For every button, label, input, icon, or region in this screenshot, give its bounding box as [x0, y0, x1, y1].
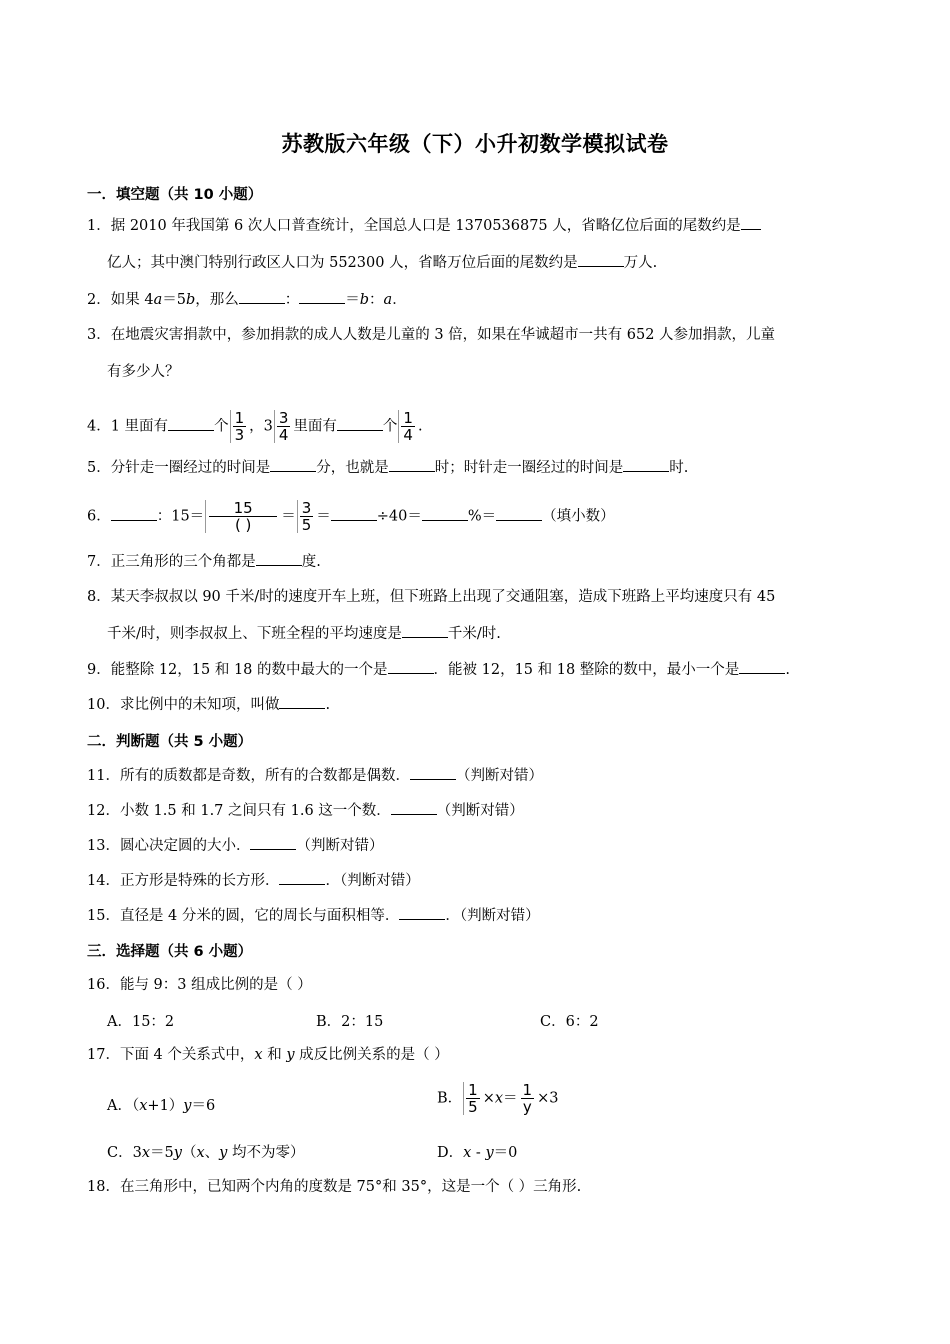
q1-text-2: 亿人；其中澳门特别行政区人口为 552300 人，省略万位后面的尾数约是: [107, 255, 578, 271]
q6-blank-3: [422, 506, 468, 521]
q6-equals-2: ＝: [316, 508, 331, 525]
q2-var-a-2: a: [383, 292, 393, 308]
q17d-y: y: [485, 1145, 494, 1161]
q7-blank: [256, 551, 302, 566]
q10-period: .: [325, 697, 331, 713]
q17b-times-3: ×3: [537, 1090, 559, 1107]
q12-hint: （判断对错）: [436, 803, 524, 819]
q17a-y: y: [183, 1098, 192, 1114]
q17d-equals: ＝0: [493, 1145, 518, 1161]
q17c-part: C．3: [107, 1145, 142, 1161]
q17d-part: D．: [437, 1145, 464, 1161]
q17d-minus: -: [471, 1145, 486, 1161]
q4-text-5: 个: [382, 418, 398, 435]
q6-text-4: %＝: [467, 508, 497, 525]
q11-hint: （判断对错）: [455, 768, 543, 784]
q15-hint: ．（判断对错）: [445, 908, 540, 924]
question-9: [87, 659, 790, 680]
frac-den: ( ): [234, 516, 252, 534]
q6-blank-2: [331, 506, 377, 521]
fraction-one-quarter: [398, 410, 417, 443]
q15-blank: [399, 905, 445, 920]
q17b-part: B．: [437, 1090, 463, 1107]
q9-period: .: [785, 662, 790, 678]
q2-text-3: ，那么: [195, 292, 239, 308]
frac-num: 3: [301, 499, 312, 517]
question-18: 18．在三角形中，已知两个内角的度数是 75°和 35°，这是一个（ ）三角形.: [87, 1179, 582, 1195]
q4-text-4: 里面有: [293, 418, 337, 435]
q17c-y: y: [173, 1145, 182, 1161]
q2-equals: ＝: [345, 292, 360, 308]
q12-text: 12．小数 1.5 和 1.7 之间只有 1.6 这一个数．: [87, 803, 391, 819]
q5-text: 5．分针走一圈经过的时间是: [87, 460, 271, 476]
fraction-one-over-y: [519, 1082, 537, 1115]
q13-blank: [250, 835, 296, 850]
q17a-part-2: +1）: [147, 1098, 184, 1114]
frac-num: 1: [468, 1081, 478, 1099]
q11-text: 11．所有的质数都是奇数，所有的合数都是偶数．: [87, 768, 410, 784]
page-title: 苏教版六年级（下）小升初数学模拟试卷: [281, 132, 669, 156]
question-2: [87, 289, 407, 310]
q2-period: ．: [392, 292, 407, 308]
q17c-x-2: x: [196, 1145, 205, 1161]
q6-text-3: ÷40＝: [376, 508, 422, 525]
q13-hint: （判断对错）: [296, 838, 384, 854]
question-8-cont: [107, 623, 501, 644]
q17-text: 17．下面 4 个关系式中，: [87, 1047, 255, 1063]
q17b-equals: ＝: [503, 1090, 518, 1107]
question-6: [87, 500, 615, 533]
q17-text-2: 和: [262, 1047, 287, 1063]
q1-text: 1．据 2010 年我国第 6 次人口普查统计，全国总人口是 1370536875 人，省略亿位后面的尾数约是: [87, 218, 741, 234]
fraction-three-fifths: [297, 500, 316, 533]
q17c-x: x: [141, 1145, 151, 1161]
q17c-y-2: y: [219, 1145, 228, 1161]
q9-text: 9．能整除 12，15 和 18 的数中最大的一个是: [87, 662, 388, 678]
q4-text-3: ，3: [249, 418, 273, 435]
q17c-part-2: ＝5: [150, 1145, 174, 1161]
question-14: [87, 870, 420, 891]
q17c-part-4: 均不为零）: [227, 1145, 305, 1161]
q14-blank: [279, 870, 325, 885]
frac-num: 1: [522, 1081, 533, 1099]
q17a-part-3: ＝6: [191, 1098, 216, 1114]
q15-text: 15．直径是 4 分米的圆，它的周长与面积相等．: [87, 908, 400, 924]
q17-var-y: y: [286, 1047, 295, 1063]
question-8: 8．某天李叔叔以 90 千米/时的速度开车上班，但下班路上出现了交通阻塞，造成下班路上平均速度只有 45: [87, 589, 776, 605]
frac-den: 4: [278, 426, 289, 444]
q10-blank: [279, 694, 325, 709]
frac-den: 3: [234, 426, 245, 444]
q16-option-c: C．6：2: [540, 1014, 599, 1030]
q7-text-2: 度.: [301, 554, 321, 570]
question-16: 16．能与 9：3 组成比例的是（ ）: [87, 977, 312, 993]
fraction-three-quarters: [274, 410, 293, 443]
q12-blank: [391, 800, 437, 815]
question-5: [87, 457, 688, 478]
q17a-x: x: [139, 1098, 148, 1114]
q2-text: 2．如果 4: [87, 292, 154, 308]
q2-text-2: ＝5: [162, 292, 186, 308]
q5-blank-3: [623, 457, 669, 472]
fraction-one-third: [230, 410, 249, 443]
q9-blank-2: [739, 659, 785, 674]
q17c-sep: 、: [204, 1145, 220, 1161]
q8-text-2: 千米/时，则李叔叔上、下班全程的平均速度是: [107, 626, 402, 642]
q10-text: 10．求比例中的未知项，叫做: [87, 697, 280, 713]
q17-text-3: 成反比例关系的是（ ）: [294, 1047, 449, 1063]
question-7: [87, 551, 321, 572]
q5-text-2: 分，也就是: [316, 460, 389, 476]
q17-var-x: x: [254, 1047, 263, 1063]
question-1: [87, 215, 761, 236]
q4-period: .: [417, 418, 423, 435]
q4-text: 4．1 里面有: [87, 418, 169, 435]
frac-num: 1: [403, 409, 413, 427]
q16-option-a: A．15：2: [107, 1014, 175, 1030]
q2-colon-2: ：: [369, 292, 384, 308]
q17-option-b: [437, 1082, 558, 1115]
frac-num: 3: [278, 409, 289, 427]
q17b-times: ×: [482, 1090, 495, 1107]
q17-option-c: [107, 1141, 304, 1162]
q17-option-d: [437, 1141, 517, 1162]
q17a-part: A．（: [107, 1098, 140, 1114]
question-11: [87, 765, 543, 786]
q6-text-5: （填小数）: [542, 508, 615, 525]
question-1-cont: [107, 252, 657, 273]
q17d-x: x: [463, 1145, 472, 1161]
question-12: [87, 800, 524, 821]
q1-blank-1: [741, 215, 761, 230]
frac-den: y: [522, 1098, 532, 1116]
q6-equals: ＝: [281, 508, 296, 525]
q2-blank-2: [299, 289, 345, 304]
question-4: [87, 410, 423, 443]
q5-text-3: 时；时针走一圈经过的时间是: [434, 460, 624, 476]
q8-blank: [402, 623, 448, 638]
q11-blank: [410, 765, 456, 780]
question-10: [87, 694, 330, 715]
q16-option-b: B．2：15: [316, 1014, 384, 1030]
q2-var-a: a: [153, 292, 163, 308]
q5-blank-1: [270, 457, 316, 472]
fraction-one-fifth: [463, 1082, 482, 1115]
q4-text-2: 个: [214, 418, 229, 435]
question-15: [87, 905, 540, 926]
frac-num: 1: [234, 409, 245, 427]
q13-text: 13．圆心决定圆的大小．: [87, 838, 251, 854]
q6-blank-4: [496, 506, 542, 521]
question-3-cont: 有多少人？: [107, 364, 180, 380]
q5-text-4: 时.: [669, 460, 689, 476]
q6-text: 6．: [87, 508, 111, 525]
section-fill-blank: 一．填空题（共 10 小题）: [87, 187, 263, 203]
section-multiple-choice: 三．选择题（共 6 小题）: [87, 944, 253, 960]
frac-den: 5: [301, 516, 312, 534]
q17c-part-3: （: [181, 1145, 197, 1161]
q2-var-b: b: [185, 292, 196, 308]
q2-blank-1: [239, 289, 285, 304]
q5-blank-2: [389, 457, 435, 472]
q6-blank-1: [111, 506, 157, 521]
q2-var-b-2: b: [359, 292, 370, 308]
frac-den: 5: [468, 1098, 478, 1116]
q4-blank-1: [168, 416, 214, 431]
fraction-15-over-blank: [205, 500, 280, 533]
frac-den: 4: [403, 426, 413, 444]
q9-text-2: ．能被 12，15 和 18 整除的数中，最小一个是: [433, 662, 740, 678]
q7-text: 7．正三角形的三个角都是: [87, 554, 256, 570]
q1-blank-2: [578, 252, 624, 267]
q14-hint: ．（判断对错）: [325, 873, 420, 889]
q2-colon: ：: [284, 292, 300, 308]
q1-text-3: 万人.: [623, 255, 658, 271]
frac-num: 15: [209, 500, 277, 517]
q17-option-a: [107, 1094, 215, 1115]
q17b-x: x: [494, 1090, 504, 1107]
q4-blank-2: [337, 416, 383, 431]
q14-text: 14．正方形是特殊的长方形．: [87, 873, 280, 889]
question-13: [87, 835, 383, 856]
q9-blank-1: [388, 659, 434, 674]
section-true-false: 二．判断题（共 5 小题）: [87, 734, 253, 750]
question-17: [87, 1045, 449, 1065]
q8-text-3: 千米/时.: [447, 626, 501, 642]
question-3: 3．在地震灾害捐款中，参加捐款的成人人数是儿童的 3 倍，如果在华诚超市一共有 652 人参加捐款，儿童: [87, 327, 776, 343]
q6-text-2: ：15＝: [156, 508, 205, 525]
